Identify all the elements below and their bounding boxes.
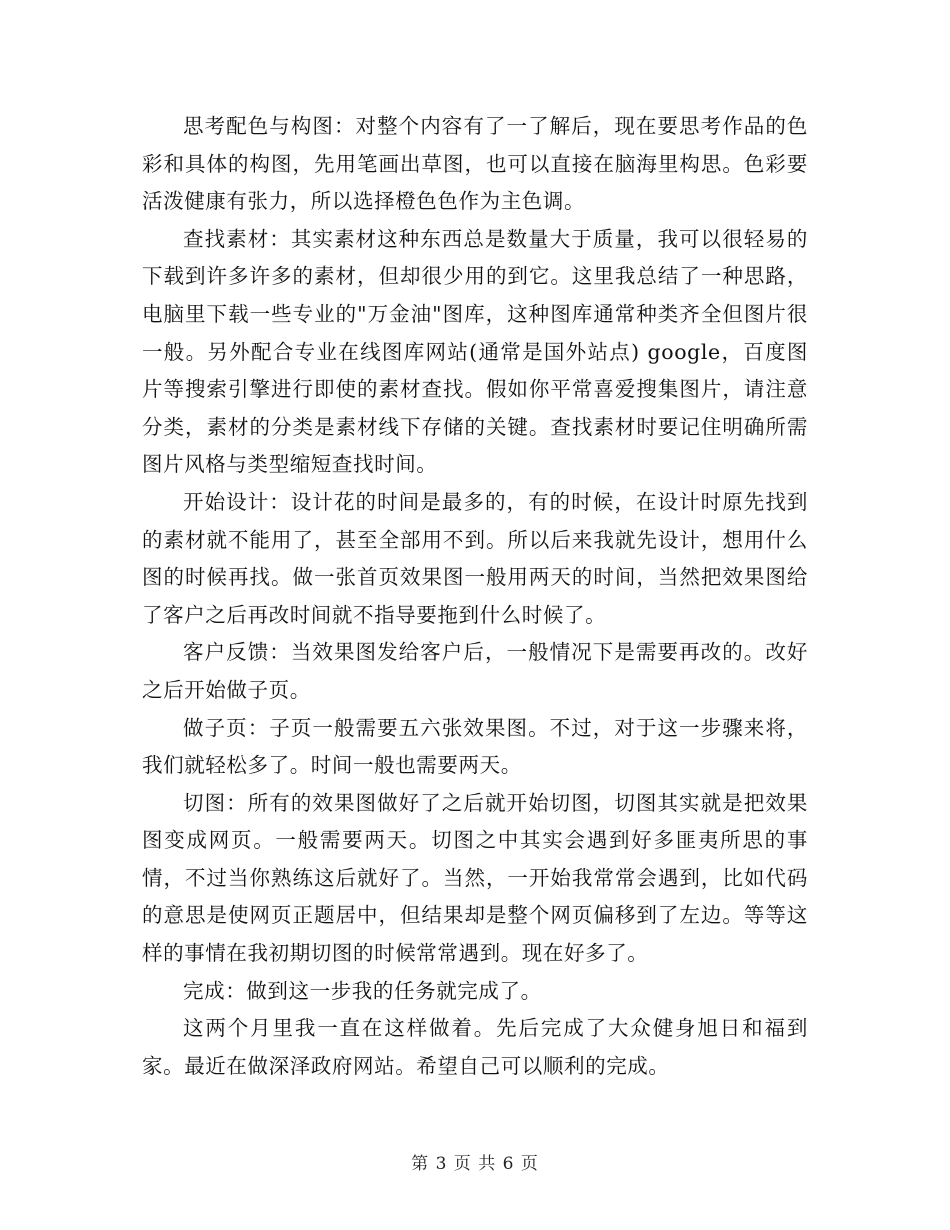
document-body xyxy=(142,108,808,1085)
paragraph-find-materials: 查找素材：其实素材这种东西总是数量大于质量，我可以很轻易的下载到许多许多的素材，但却很少用的到它。这里我总结了一种思路，电脑里下载一些专业的"万金油"图库，这种图库通常种类齐全但图片很一般。另外配合专业在线图库网站(通常是国外站点) google，百度图片等搜索引擎进行即使的素材查找。假如你平常喜爱搜集图片，请注意分类，素材的分类是素材线下存储的关键。查找素材时要记住明确所需图片风格与类型缩短查找时间。 xyxy=(142,226,808,477)
paragraph-summary: 这两个月里我一直在这样做着。先后完成了大众健身旭日和福到家。最近在做深泽政府网站。希望自己可以顺利的完成。 xyxy=(142,1016,808,1078)
paragraph-subpages: 做子页：子页一般需要五六张效果图。不过，对于这一步骤来将，我们就轻松多了。时间一般也需要两天。 xyxy=(142,715,808,778)
paragraph-slicing: 切图：所有的效果图做好了之后就开始切图，切图其实就是把效果图变成网页。一般需要两天。切图之中其实会遇到好多匪夷所思的事情，不过当你熟练这后就好了。当然，一开始我常常会遇到，比如代码的意思是使网页正题居中，但结果却是整个网页偏移到了左边。等等这样的事情在我初期切图的时候常常遇到。现在好多了。 xyxy=(142,790,808,966)
paragraph-complete: 完成：做到这一步我的任务就完成了。 xyxy=(183,978,542,1003)
paragraph-client-feedback: 客户反馈：当效果图发给客户后，一般情况下是需要再改的。改好之后开始做子页。 xyxy=(142,640,808,702)
page-number: 第 3 页 共 6 页 xyxy=(411,1154,539,1174)
paragraph-start-design: 开始设计：设计花的时间是最多的，有的时候，在设计时原先找到的素材就不能用了，甚至全部用不到。所以后来我就先设计，想用什么图的时候再找。做一张首页效果图一般用两天的时间，当然把效果图给了客户之后再改时间就不指导要拖到什么时候了。 xyxy=(142,489,808,627)
paragraph-color-composition: 思考配色与构图：对整个内容有了一了解后，现在要思考作品的色彩和具体的构图，先用笔画出草图，也可以直接在脑海里构思。色彩要活泼健康有张力，所以选择橙色色作为主色调。 xyxy=(142,114,808,214)
